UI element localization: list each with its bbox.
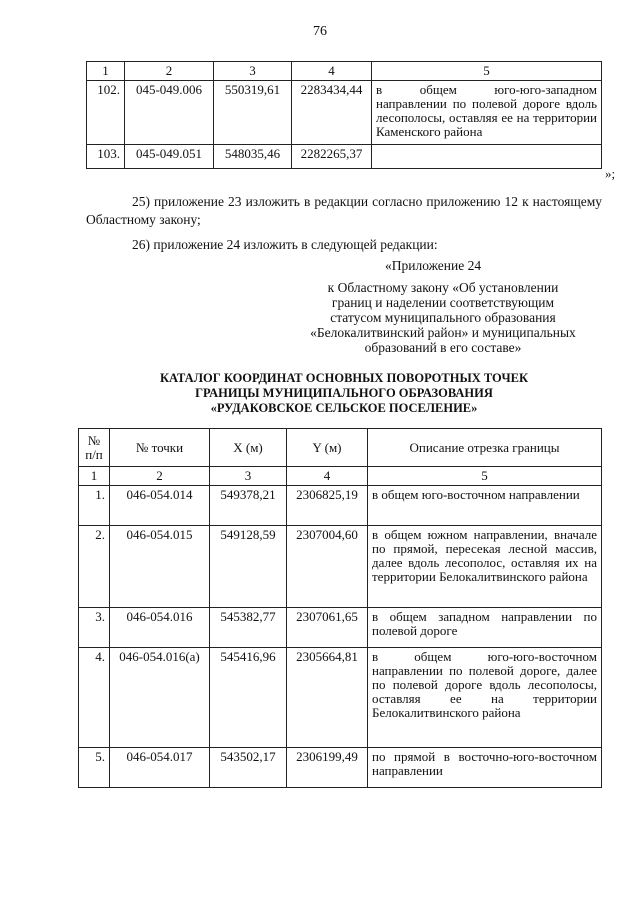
appendix-caption [280,280,606,355]
segment-description: в общем западном направлении по полевой дороге [368,608,602,648]
segment-description: в общем юго-юго-восточном направлении по полевой дороге, далее по полевой дороге вдоль лесополосы, оставляя ее на территории Белокалитвинского района [368,648,602,748]
point-id: 046-054.016 [110,608,210,648]
x-coordinate: 545382,77 [210,608,287,648]
appendix-line: «Белокалитвинский район» и муниципальных [310,325,576,340]
column-number: 5 [368,467,602,486]
header-cell: № точки [110,429,210,467]
table-row [79,526,602,608]
row-number: 5. [79,748,110,788]
header-cell: Описание отрезка границы [368,429,602,467]
continued-coordinates-table [86,61,602,169]
header-cell: Y (м) [287,429,368,467]
catalog-title-line: ГРАНИЦЫ МУНИЦИПАЛЬНОГО ОБРАЗОВАНИЯ [195,386,493,400]
point-id: 046-054.016(а) [110,648,210,748]
row-number: 3. [79,608,110,648]
point-id: 045-049.006 [125,81,214,145]
header-cell: 4 [292,62,372,81]
y-coordinate: 2283434,44 [292,81,372,145]
column-number: 2 [110,467,210,486]
appendix-line: образований в его составе» [364,340,522,355]
header-cell: X (м) [210,429,287,467]
appendix-line: статусом муниципального образования [330,310,556,325]
segment-description [372,145,602,169]
table-row [87,145,602,169]
row-number: 2. [79,526,110,608]
y-coordinate: 2306199,49 [287,748,368,788]
header-cell: 5 [372,62,602,81]
table-row [79,748,602,788]
table-row [87,81,602,145]
column-number: 4 [287,467,368,486]
point-id: 046-054.014 [110,486,210,526]
x-coordinate: 543502,17 [210,748,287,788]
header-cell: 1 [87,62,125,81]
table-header-row [87,62,602,81]
catalog-title-line: КАТАЛОГ КООРДИНАТ ОСНОВНЫХ ПОВОРОТНЫХ ТОЧЕК [159,371,529,385]
x-coordinate: 549128,59 [210,526,287,608]
segment-description: в общем юго-юго-западном направлении по полевой дороге вдоль лесополосы, оставляя ее на территории Каменского района [372,81,602,145]
page-number: 76 [313,24,327,39]
appendix-line: границ и наделении соответствующим [331,295,555,310]
point-id: 046-054.017 [110,748,210,788]
y-coordinate: 2282265,37 [292,145,372,169]
paragraph-25: 25) приложение 23 изложить в редакции согласно приложению 12 к настоящему Областному закону; [86,194,602,227]
table-row [79,608,602,648]
paragraph-26: 26) приложение 24 изложить в следующей редакции: [132,237,438,252]
column-number: 3 [210,467,287,486]
segment-description: в общем юго-восточном направлении [368,486,602,526]
table-row [79,648,602,748]
y-coordinate: 2305664,81 [287,648,368,748]
y-coordinate: 2306825,19 [287,486,368,526]
x-coordinate: 548035,46 [214,145,292,169]
point-id: 045-049.051 [125,145,214,169]
header-cell: № п/п [79,429,110,467]
appendix-line: к Областному закону «Об установлении [327,280,559,295]
table-closing-quote: »; [605,166,616,181]
point-id: 046-054.015 [110,526,210,608]
y-coordinate: 2307004,60 [287,526,368,608]
x-coordinate: 545416,96 [210,648,287,748]
segment-description: в общем южном направлении, вначале по прямой, пересекая лесной массив, далее вдоль лесополос, оставляя их на территории Белокалитвинского района [368,526,602,608]
row-number: 102. [87,81,125,145]
header-cell: 3 [214,62,292,81]
row-number: 103. [87,145,125,169]
table-row [79,486,602,526]
row-number: 4. [79,648,110,748]
row-number: 1. [79,486,110,526]
catalog-title-line: «РУДАКОВСКОЕ СЕЛЬСКОЕ ПОСЕЛЕНИЕ» [210,401,478,415]
appendix-title: «Приложение 24 [385,258,482,273]
catalog-title [86,371,602,416]
x-coordinate: 549378,21 [210,486,287,526]
x-coordinate: 550319,61 [214,81,292,145]
column-number: 1 [79,467,110,486]
y-coordinate: 2307061,65 [287,608,368,648]
header-cell: 2 [125,62,214,81]
catalog-coordinates-table [78,428,602,788]
segment-description: по прямой в восточно-юго-восточном направлении [368,748,602,788]
table-header-row [79,429,602,467]
column-number-row [79,467,602,486]
